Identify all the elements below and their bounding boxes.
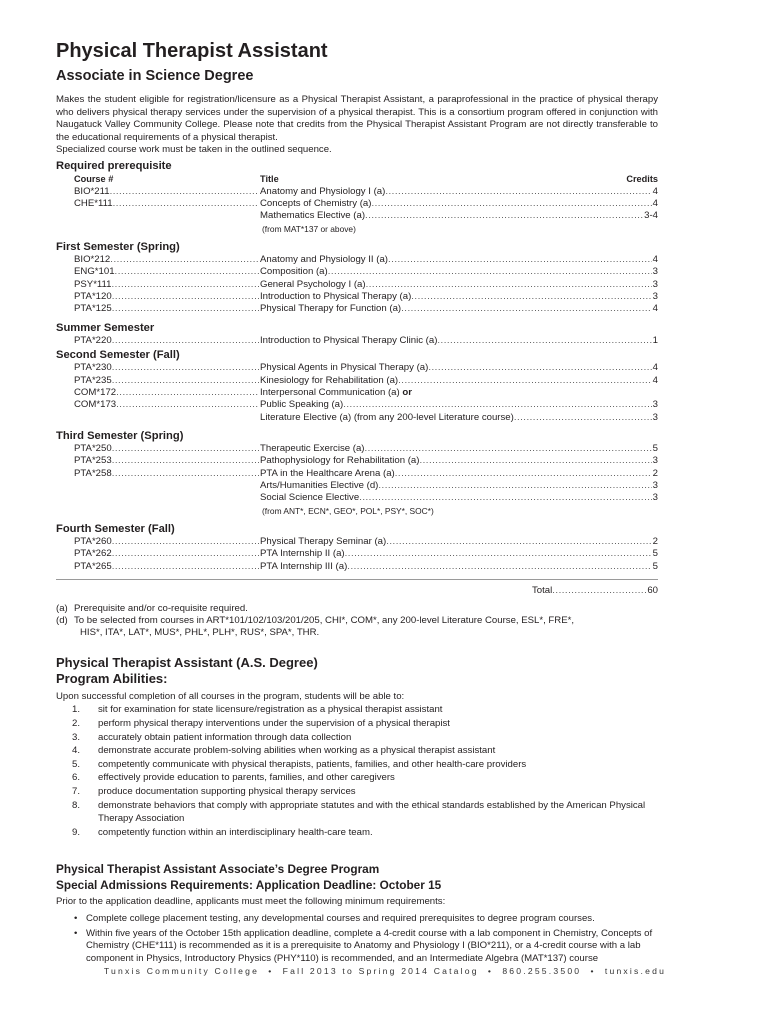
course-title-text: Therapeutic Exercise (a)	[260, 442, 365, 454]
course-code-text: CHE*111	[74, 198, 113, 210]
course-row	[56, 210, 658, 222]
course-title	[260, 210, 655, 222]
course-section	[56, 348, 658, 424]
or-text: or	[402, 386, 412, 398]
ability-number: 2.	[72, 717, 81, 729]
course-title	[260, 443, 655, 455]
course-credits: 5	[652, 560, 658, 572]
footnote-d-continued: HIS*, ITA*, LAT*, MUS*, PHL*, PLH*, RUS*, SPA*, THR.	[80, 626, 320, 638]
ability-text: sit for examination for state licensure/registration as a physical therapist assistant	[98, 704, 443, 716]
course-row	[56, 561, 658, 573]
course-section	[56, 159, 658, 235]
course-code	[74, 387, 259, 399]
footer-phone: 860.255.3500	[502, 966, 582, 976]
course-code-text: PTA*258	[74, 467, 112, 479]
course-code	[74, 455, 259, 467]
course-credits: 4	[652, 198, 658, 210]
course-title-text: (from MAT*137 or above)	[262, 223, 356, 234]
course-row	[56, 505, 658, 517]
ability-item	[56, 731, 658, 745]
section-heading: Third Semester (Spring)	[56, 429, 184, 442]
course-credits: 4	[652, 362, 658, 374]
course-code-text: PTA*260	[74, 535, 112, 547]
course-title-text: Introduction to Physical Therapy Clinic (a)	[260, 334, 438, 346]
ability-number: 6.	[72, 772, 81, 784]
course-title-text: Composition (a)	[260, 266, 328, 278]
ability-number: 5.	[72, 758, 81, 770]
course-code	[74, 198, 259, 210]
column-header-credits: Credits	[626, 174, 658, 185]
course-credits: 3	[652, 411, 658, 423]
course-row	[56, 443, 658, 455]
course-title-text: PTA in the Healthcare Arena (a)	[260, 467, 395, 479]
footer-separator: •	[483, 966, 498, 976]
course-credits: 3	[652, 278, 658, 290]
abilities-subheading: Program Abilities:	[56, 670, 168, 686]
course-code	[74, 303, 259, 315]
requirement-item	[56, 928, 658, 965]
course-section	[56, 429, 658, 517]
course-title	[260, 468, 655, 480]
course-title-text: Anatomy and Physiology I (a)	[260, 185, 386, 197]
course-credits: 4	[652, 303, 658, 315]
course-row	[56, 399, 658, 411]
footer-separator: •	[263, 966, 279, 976]
course-title	[260, 387, 655, 399]
course-title	[260, 362, 655, 374]
course-row	[56, 468, 658, 480]
course-sequence	[56, 159, 658, 573]
footer-catalog: Fall 2013 to Spring 2014 Catalog	[282, 966, 479, 976]
course-title-text: PTA Internship II (a)	[260, 548, 345, 560]
course-row	[56, 279, 658, 291]
ability-item	[56, 799, 658, 826]
course-code	[74, 468, 259, 480]
requirement-item	[56, 913, 658, 925]
course-code-text: BIO*211	[74, 185, 110, 197]
ability-text: demonstrate accurate problem-solving abilities when working as a physical therapist assistant	[98, 745, 496, 757]
section-heading: Fourth Semester (Fall)	[56, 522, 175, 535]
course-title-text: (from ANT*, ECN*, GEO*, POL*, PSY*, SOC*)	[262, 505, 434, 516]
course-credits: 3-4	[644, 210, 658, 222]
ability-text: perform physical therapy interventions under the supervision of a physical therapist	[98, 717, 450, 729]
course-section	[56, 240, 658, 316]
program-description: Makes the student eligible for registration/licensure as a Physical Therapist Assistant, a paraprofessional in the practice of physical therapy who delivers physical therapy services under the supervision of a physical therapist. This is a consortium program offered in conjunction with Naugatuck Valley Community College. Please note that credits from the Physical Therapist Assistant Program are not directly transferable to the educational requirements of a physical therapist.	[56, 94, 658, 143]
course-title-text: Physical Therapy Seminar (a)	[260, 535, 387, 547]
course-row	[56, 492, 658, 504]
course-credits: 4	[652, 254, 658, 266]
abilities-heading: Physical Therapist Assistant (A.S. Degree)	[56, 654, 318, 670]
course-code	[74, 186, 259, 198]
course-title	[260, 279, 655, 291]
course-row	[56, 254, 658, 266]
course-title-text: Mathematics Elective (a)	[260, 210, 366, 222]
course-code-text: PTA*235	[74, 374, 112, 386]
course-title	[260, 548, 655, 560]
course-credits: 2	[652, 535, 658, 547]
ability-number: 1.	[72, 704, 81, 716]
course-title	[260, 266, 655, 278]
course-row	[56, 375, 658, 387]
total-value: 60	[647, 584, 658, 596]
section-heading: Required prerequisite	[56, 160, 172, 173]
course-credits: 1	[652, 334, 658, 346]
section-heading: First Semester (Spring)	[56, 241, 180, 254]
course-title	[260, 335, 655, 347]
ability-item	[56, 744, 658, 758]
course-alternative-marker	[400, 387, 412, 398]
course-title	[260, 412, 655, 424]
course-title	[260, 303, 655, 315]
course-code	[74, 362, 259, 374]
course-code	[74, 561, 259, 573]
bullet-icon: •	[74, 912, 78, 924]
course-row	[56, 548, 658, 560]
course-code-text: PTA*253	[74, 455, 112, 467]
course-code-text: PTA*120	[74, 291, 112, 303]
course-credits: 3	[652, 455, 658, 467]
course-row	[56, 412, 658, 424]
course-title-text: Concepts of Chemistry (a)	[260, 198, 372, 210]
ability-item	[56, 703, 658, 717]
ability-text: accurately obtain patient information through data collection	[98, 731, 352, 743]
ability-item	[56, 771, 658, 785]
course-code	[74, 375, 259, 387]
course-title-text: Pathophysiology for Rehabilitation (a)	[260, 455, 420, 467]
footnote-a: (a) Prerequisite and/or co-requisite required.	[56, 602, 248, 614]
course-row	[56, 303, 658, 315]
course-credits: 4	[652, 374, 658, 386]
sequence-note: Specialized course work must be taken in the outlined sequence.	[56, 144, 332, 156]
course-section	[56, 321, 658, 347]
course-title-text: Arts/Humanities Elective (d)	[260, 479, 379, 491]
ability-text: competently function within an interdisciplinary health-care team.	[98, 826, 373, 838]
ability-item	[56, 717, 658, 731]
course-code	[74, 291, 259, 303]
page-title: Physical Therapist Assistant	[56, 40, 328, 62]
course-section	[56, 522, 658, 573]
course-code-text: BIO*212	[74, 254, 111, 266]
course-code	[74, 279, 259, 291]
ability-number: 9.	[72, 826, 81, 838]
course-title-text: Physical Therapy for Function (a)	[260, 303, 402, 315]
course-code-text: PTA*230	[74, 362, 112, 374]
course-title-text: Anatomy and Physiology II (a)	[260, 254, 388, 266]
course-title	[260, 399, 655, 411]
admissions-list	[56, 913, 658, 965]
course-row	[56, 198, 658, 210]
bullet-icon: •	[74, 928, 78, 940]
course-code-text: PSY*111	[74, 278, 112, 290]
ability-text: effectively provide education to parents, families, and other caregivers	[98, 772, 395, 784]
total-credits-row	[56, 584, 658, 598]
footer-college: Tunxis Community College	[103, 966, 260, 976]
course-credits: 3	[652, 479, 658, 491]
course-title-text: Public Speaking (a)	[260, 399, 344, 411]
admissions-requirements	[56, 861, 658, 965]
column-header-title: Title	[260, 174, 279, 185]
abilities-lead: Upon successful completion of all courses in the program, students will be able to:	[56, 690, 405, 702]
course-code	[74, 266, 259, 278]
course-code-text: PTA*262	[74, 548, 112, 560]
course-title	[260, 455, 655, 467]
footer-separator: •	[585, 966, 601, 976]
course-code	[74, 536, 259, 548]
course-title-text: Physical Agents in Physical Therapy (a)	[260, 362, 429, 374]
ability-number: 8.	[72, 799, 81, 811]
requirement-text: Complete college placement testing, any developmental courses and required prerequisites to degree program courses.	[86, 912, 595, 924]
course-code-text: COM*172	[74, 386, 117, 398]
course-code-text: PTA*220	[74, 334, 112, 346]
section-heading: Second Semester (Fall)	[56, 349, 180, 362]
course-code	[74, 335, 259, 347]
course-credits: 5	[652, 442, 658, 454]
course-row	[56, 536, 658, 548]
course-title	[260, 223, 657, 235]
course-title-text: Introduction to Physical Therapy (a)	[260, 291, 412, 303]
ability-number: 7.	[72, 785, 81, 797]
ability-number: 4.	[72, 745, 81, 757]
course-row	[56, 335, 658, 347]
course-row	[56, 223, 658, 235]
requirement-text: Within five years of the October 15th application deadline, complete a 4-credit course with a lab component in Chemistry, Concepts of Chemistry (CHE*111) is recommended as it is a prerequisite to Anatomy and Physiology I (BIO*211), or a 4-credit course with a lab component in Physics, Introductory Physics (PHY*110) is recommended, and an Intermediate Algebra (MAT*137) course	[86, 928, 653, 964]
course-row	[56, 455, 658, 467]
ability-text: produce documentation supporting physical therapy services	[98, 785, 356, 797]
course-code-text: PTA*265	[74, 560, 112, 572]
column-header-row	[56, 173, 658, 185]
course-title	[260, 480, 655, 492]
page-footer	[0, 966, 770, 976]
course-credits: 5	[652, 548, 658, 560]
course-title	[260, 561, 655, 573]
total-divider	[56, 579, 658, 580]
course-title-text: Literature Elective (a) (from any 200-level Literature course)	[260, 411, 514, 423]
course-title	[260, 186, 655, 198]
degree-subtitle: Associate in Science Degree	[56, 68, 254, 84]
course-code-text: PTA*125	[74, 303, 112, 315]
course-code	[74, 548, 259, 560]
course-code	[74, 254, 259, 266]
course-title-text: General Psychology I (a)	[260, 278, 366, 290]
course-code-text: COM*173	[74, 399, 117, 411]
course-credits: 3	[652, 399, 658, 411]
course-credits: 2	[652, 467, 658, 479]
course-row	[56, 266, 658, 278]
ability-item	[56, 758, 658, 772]
course-title	[260, 198, 655, 210]
course-row	[56, 387, 658, 399]
footer-website: tunxis.edu	[604, 966, 667, 976]
course-title-text: Kinesiology for Rehabilitation (a)	[260, 374, 399, 386]
abilities-list	[56, 703, 658, 839]
course-title-text: Social Science Elective	[260, 492, 360, 504]
course-credits: 3	[652, 266, 658, 278]
course-credits: 3	[652, 492, 658, 504]
ability-text: competently communicate with physical therapists, patients, families, and other health-care providers	[98, 758, 527, 770]
catalog-page	[56, 38, 658, 968]
course-code-text: PTA*250	[74, 442, 112, 454]
course-title-text: Interpersonal Communication (a)	[260, 386, 400, 398]
course-credits: 4	[652, 185, 658, 197]
course-credits: 3	[652, 291, 658, 303]
course-row	[56, 291, 658, 303]
course-title	[260, 291, 655, 303]
course-code	[74, 443, 259, 455]
admissions-lead: Prior to the application deadline, applicants must meet the following minimum requirements:	[56, 896, 446, 908]
ability-number: 3.	[72, 731, 81, 743]
course-title	[260, 505, 657, 517]
total-label: Total .....	[532, 584, 658, 598]
ability-item	[56, 826, 658, 840]
program-abilities	[56, 655, 658, 839]
admissions-heading: Physical Therapist Assistant Associate’s Degree Program	[56, 862, 380, 877]
admissions-deadline-heading: Special Admissions Requirements: Application Deadline: October 15	[56, 878, 442, 893]
section-heading: Summer Semester	[56, 321, 155, 334]
column-header-course: Course #	[74, 174, 114, 185]
ability-item	[56, 785, 658, 799]
course-row	[56, 362, 658, 374]
footnotes	[56, 603, 658, 639]
course-title-text: PTA Internship III (a)	[260, 560, 348, 572]
course-row	[56, 480, 658, 492]
course-title	[260, 492, 655, 504]
course-title	[260, 536, 655, 548]
course-row	[56, 186, 658, 198]
course-title	[260, 375, 655, 387]
footnote-d: (d) To be selected from courses in ART*101/102/103/201/205, CHI*, COM*, any 200-level Literature Course, ESL*, FRE*,	[56, 614, 575, 626]
course-title	[260, 254, 655, 266]
course-code-text: ENG*101	[74, 266, 115, 278]
ability-text: demonstrate behaviors that comply with appropriate statutes and with the ethical standards established by the American Physical Therapy Association	[98, 799, 646, 825]
course-code	[74, 399, 259, 411]
